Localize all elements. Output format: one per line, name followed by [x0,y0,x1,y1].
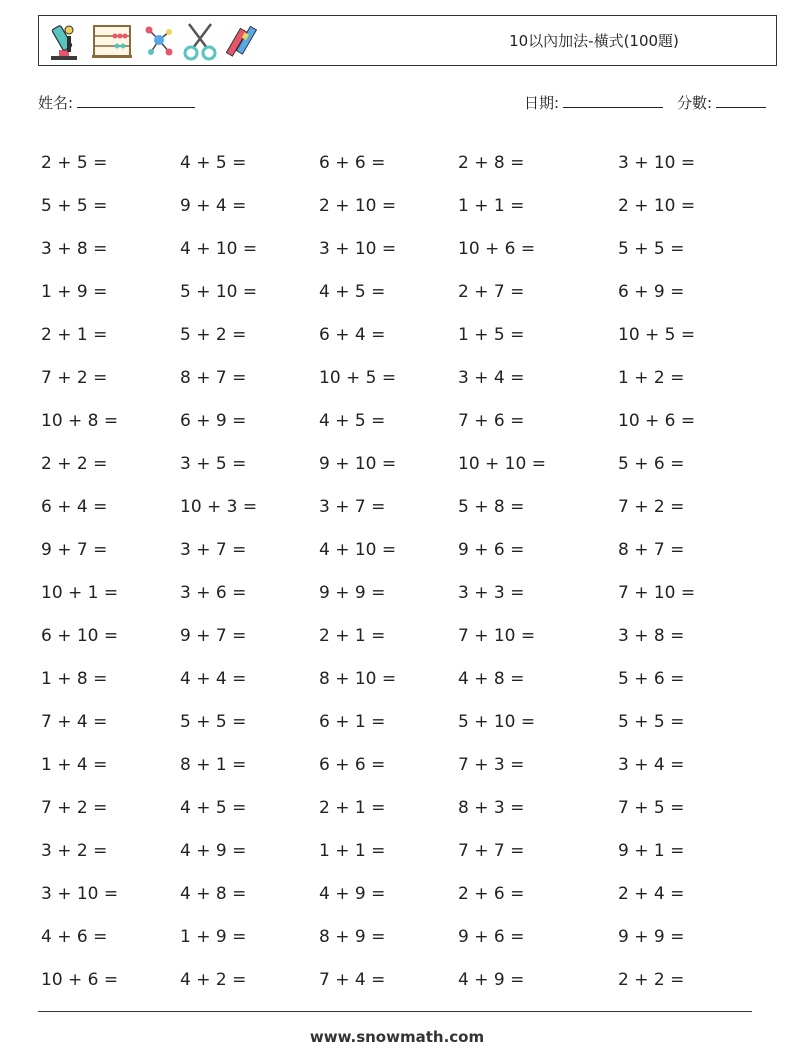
problem-item: 8 + 10 = [319,668,397,689]
footer-website: www.snowmath.com [309,1028,485,1046]
problem-item: 7 + 4 = [319,969,386,990]
problem-item: 10 + 6 = [618,410,696,431]
problem-item: 3 + 10 = [319,238,397,259]
problem-item: 4 + 2 = [180,969,247,990]
date-blank-line [563,95,663,108]
problem-item: 3 + 5 = [180,453,247,474]
problem-row [41,657,761,700]
problem-item: 2 + 2 = [618,969,685,990]
problem-item: 6 + 1 = [319,711,386,732]
problem-item: 4 + 9 = [458,969,525,990]
problem-item: 4 + 5 = [319,281,386,302]
problem-item: 3 + 6 = [180,582,247,603]
problem-item: 8 + 3 = [458,797,525,818]
problem-item: 1 + 9 = [41,281,108,302]
problem-item: 9 + 4 = [180,195,247,216]
problem-row [41,399,761,442]
problem-row [41,313,761,356]
problem-item: 5 + 10 = [458,711,536,732]
problem-item: 4 + 10 = [180,238,258,259]
name-field [38,92,195,113]
problem-item: 3 + 4 = [458,367,525,388]
problem-item: 10 + 1 = [41,582,119,603]
problem-item: 9 + 10 = [319,453,397,474]
problem-row [41,743,761,786]
problem-item: 8 + 7 = [618,539,685,560]
date-label: 日期: [524,94,560,112]
problem-item: 4 + 8 = [180,883,247,904]
problem-item: 5 + 5 = [618,711,685,732]
problem-item: 4 + 5 = [319,410,386,431]
problem-item: 3 + 10 = [41,883,119,904]
footer-divider [38,1011,752,1012]
problem-item: 4 + 9 = [180,840,247,861]
problem-item: 3 + 7 = [180,539,247,560]
problem-item: 3 + 10 = [618,152,696,173]
scissors-icon [181,20,219,62]
problem-item: 7 + 2 = [41,367,108,388]
problem-item: 10 + 8 = [41,410,119,431]
problem-item: 6 + 10 = [41,625,119,646]
problem-item: 4 + 5 = [180,152,247,173]
problem-item: 1 + 2 = [618,367,685,388]
problem-item: 2 + 2 = [41,453,108,474]
problem-item: 4 + 4 = [180,668,247,689]
problem-item: 10 + 6 = [41,969,119,990]
problem-item: 3 + 2 = [41,840,108,861]
problem-item: 7 + 5 = [618,797,685,818]
name-label: 姓名: [38,94,74,112]
microscope-icon [45,20,85,62]
problem-item: 9 + 6 = [458,539,525,560]
problem-item: 7 + 6 = [458,410,525,431]
problem-item: 1 + 8 = [41,668,108,689]
problem-row [41,915,761,958]
problem-item: 1 + 4 = [41,754,108,775]
problem-item: 7 + 7 = [458,840,525,861]
problem-item: 5 + 5 = [41,195,108,216]
problem-row [41,700,761,743]
problem-item: 3 + 8 = [41,238,108,259]
problem-item: 2 + 10 = [618,195,696,216]
problem-item: 5 + 10 = [180,281,258,302]
problem-item: 4 + 6 = [41,926,108,947]
problem-item: 7 + 2 = [618,496,685,517]
problem-item: 9 + 1 = [618,840,685,861]
date-field [524,92,663,113]
problem-item: 1 + 1 = [319,840,386,861]
problem-item: 9 + 9 = [319,582,386,603]
problem-row [41,270,761,313]
problem-item: 6 + 4 = [319,324,386,345]
problem-item: 2 + 1 = [319,625,386,646]
problem-row [41,141,761,184]
problem-item: 7 + 4 = [41,711,108,732]
problem-item: 8 + 7 = [180,367,247,388]
problem-item: 10 + 6 = [458,238,536,259]
problem-item: 4 + 8 = [458,668,525,689]
score-label: 分數: [677,94,713,112]
problem-item: 7 + 2 = [41,797,108,818]
problem-item: 1 + 1 = [458,195,525,216]
name-blank-line [77,95,195,108]
problem-row [41,829,761,872]
problem-row [41,442,761,485]
icon-strip [45,20,261,62]
abacus-icon [91,20,133,62]
problem-item: 5 + 6 = [618,453,685,474]
problem-grid [41,141,761,1001]
score-field [677,92,766,113]
problem-row [41,571,761,614]
worksheet-title: 10以內加法-橫式(100題) [509,32,679,50]
problem-item: 4 + 5 = [180,797,247,818]
problem-item: 6 + 6 = [319,754,386,775]
problem-row [41,958,761,1001]
score-blank-line [716,95,766,108]
problem-item: 10 + 5 = [319,367,397,388]
problem-item: 10 + 3 = [180,496,258,517]
problem-item: 9 + 6 = [458,926,525,947]
problem-item: 3 + 3 = [458,582,525,603]
problem-item: 2 + 6 = [458,883,525,904]
problem-item: 5 + 2 = [180,324,247,345]
problem-item: 9 + 9 = [618,926,685,947]
problem-item: 2 + 10 = [319,195,397,216]
problem-item: 10 + 5 = [618,324,696,345]
problem-row [41,227,761,270]
problem-item: 2 + 8 = [458,152,525,173]
problem-item: 5 + 5 = [618,238,685,259]
problem-item: 6 + 6 = [319,152,386,173]
problem-item: 8 + 9 = [319,926,386,947]
problem-item: 6 + 9 = [618,281,685,302]
problem-item: 9 + 7 = [41,539,108,560]
problem-row [41,872,761,915]
problem-item: 2 + 4 = [618,883,685,904]
problem-row [41,614,761,657]
problem-item: 7 + 10 = [458,625,536,646]
problem-row [41,356,761,399]
problem-item: 8 + 1 = [180,754,247,775]
problem-item: 6 + 9 = [180,410,247,431]
problem-item: 5 + 6 = [618,668,685,689]
problem-row [41,485,761,528]
problem-row [41,528,761,571]
problem-item: 2 + 1 = [319,797,386,818]
problem-item: 3 + 8 = [618,625,685,646]
problem-item: 9 + 7 = [180,625,247,646]
problem-item: 3 + 7 = [319,496,386,517]
problem-item: 6 + 4 = [41,496,108,517]
problem-item: 2 + 5 = [41,152,108,173]
crayons-icon [225,20,261,62]
problem-item: 5 + 8 = [458,496,525,517]
problem-row [41,184,761,227]
problem-item: 3 + 4 = [618,754,685,775]
problem-item: 10 + 10 = [458,453,546,474]
problem-item: 7 + 10 = [618,582,696,603]
problem-item: 1 + 5 = [458,324,525,345]
problem-item: 7 + 3 = [458,754,525,775]
problem-item: 2 + 7 = [458,281,525,302]
problem-item: 4 + 10 = [319,539,397,560]
molecule-icon [139,20,175,62]
worksheet-header [38,15,777,66]
problem-item: 4 + 9 = [319,883,386,904]
problem-row [41,786,761,829]
problem-item: 5 + 5 = [180,711,247,732]
problem-item: 1 + 9 = [180,926,247,947]
problem-item: 2 + 1 = [41,324,108,345]
